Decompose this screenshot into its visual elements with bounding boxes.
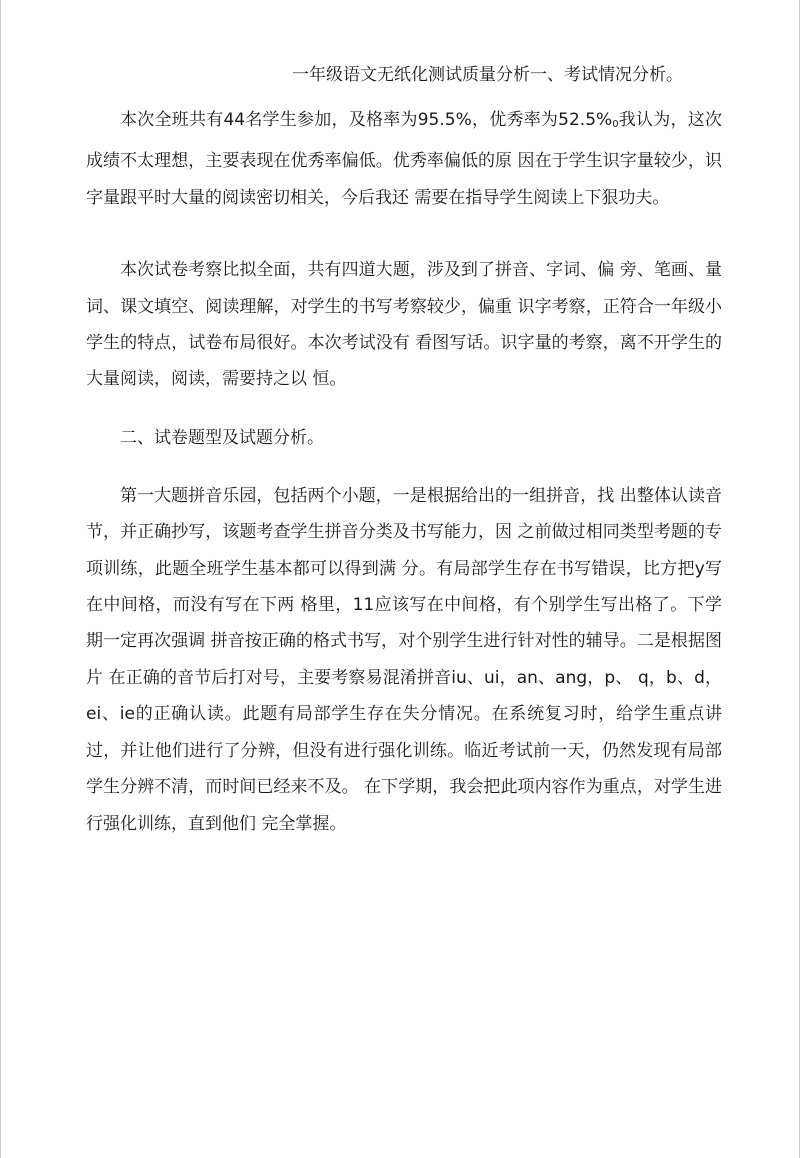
paragraph-pinyin-section: 第一大题拼音乐园，包括两个小题，一是根据给出的一组拼音，找 出整体认读音节，并正确抄写，该题考查学生拼音分类及书写能力，因 之前做过相同类型考题的专项训练，此题全班学生基本都可以得到满 分。有局部学生存在书写错误，比方把y写在中间格，而没有写在下两 格里，11应该写在中间格，有个别学生写出格了。下学期一定再次强调 拼音按正确的格式书写，对个别学生进行针对性的辅导。二是根据图片 在正确的音节后打对号，主要考察易混淆拼音iu、ui，an、ang，p、 q，b、d，ei、ie的正确认读。此题有局部学生存在失分情况。在系统复习时，给学生重点讲过，并让他们进行了分辨，但没有进行强化训练。临近考试前一天，仍然发现有局部学生分辨不清，而时间已经来不及。 在下学期，我会把此项内容作为重点，对学生进行强化训练，直到他们 完全掌握。 xyxy=(86,485,722,834)
paragraph-spacer xyxy=(86,456,722,478)
page-border-left xyxy=(0,0,1,1158)
paragraph-paper-scope: 本次试卷考察比拟全面，共有四道大题，涉及到了拼音、字词、偏 旁、笔画、量词、课文填空、阅读理解，对学生的书写考察较少，偏重 识字考察，正符合一年级小学生的特点，试卷布局很好。本次考试没有 看图写话。识字量的考察，离不开学生的大量阅读，阅读，需要持之以 恒。 xyxy=(86,260,722,390)
paragraph-exam-overview xyxy=(86,102,722,216)
subscript-mark: 0 xyxy=(612,119,619,130)
paragraph-exam-overview-text-cont: 我认为，这次成绩不太理想，主要表现在优秀率偏低。优秀率偏低的原 因在于学生识字量较少，识字量跟平时大量的阅读密切相关，今后我还 需要在指导学生阅读上下狠功夫。 xyxy=(86,110,723,208)
paragraph-spacer xyxy=(86,216,722,252)
document-body xyxy=(86,58,722,842)
document-title: 一年级语文无纸化测试质量分析一、考试情况分析。 xyxy=(292,65,683,85)
section-heading-question-analysis: 二、试卷题型及试题分析。 xyxy=(120,427,324,448)
paragraph-exam-overview-text: 本次全班共有44名学生参加，及格率为95.5%，优秀率为52.5% xyxy=(120,110,613,130)
paragraph-spacer xyxy=(86,398,722,420)
